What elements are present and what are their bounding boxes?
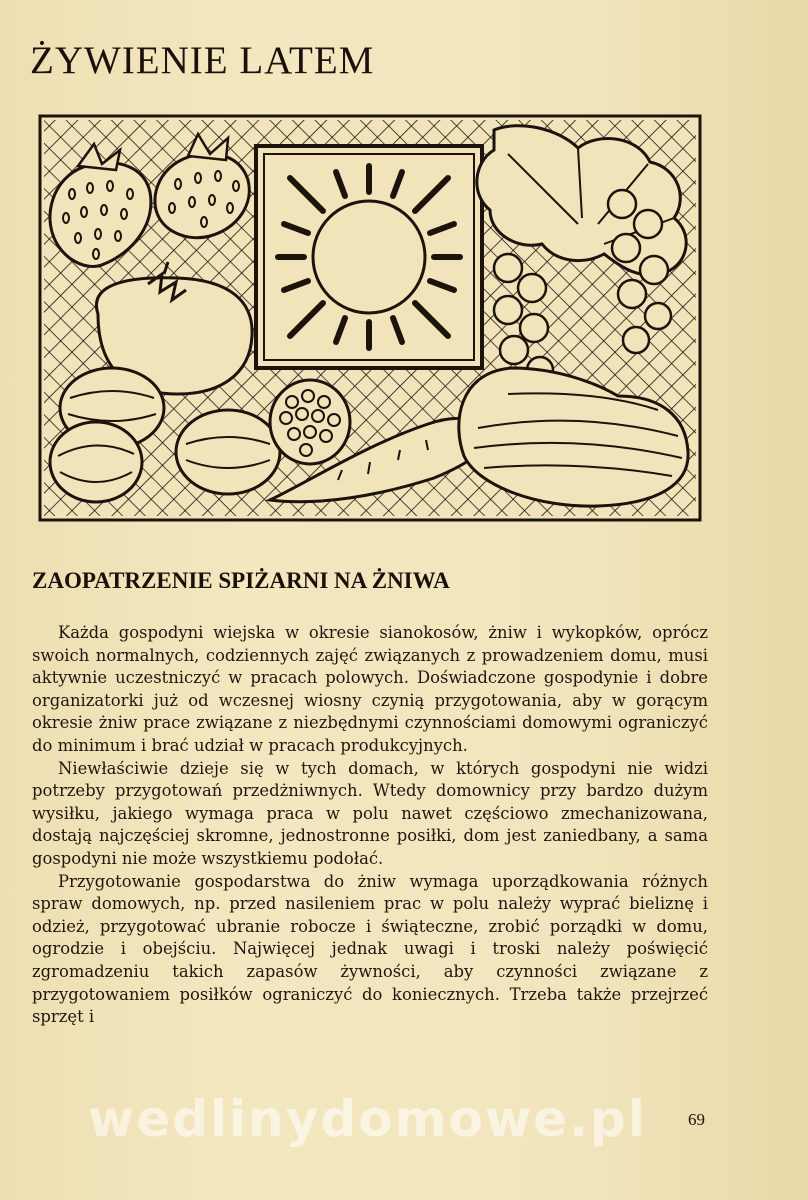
page-number: 69 bbox=[688, 1110, 705, 1129]
section-title: ZAOPATRZENIE SPIŻARNI NA ŻNIWA bbox=[32, 568, 450, 593]
chapter-title: ŻYWIENIE LATEM bbox=[30, 39, 375, 82]
raspberry-icon bbox=[270, 380, 350, 464]
paragraph: Niewłaściwie dzieje się w tych domach, w których gospodyni nie widzi potrzeby przygotowań przedżniwnych. Wtedy domownicy przy bardzo dużym wysiłku, jakiego wymaga praca w polu nawet częściowo zmechanizowana, dostają najczęściej skromne, jednostronne posiłki, dom jest zaniedbany, a sama gospodyni nie może wszystkiemu podołać. bbox=[32, 758, 708, 868]
sun-icon bbox=[256, 146, 482, 368]
summer-produce-illustration bbox=[38, 114, 702, 522]
watermark: wedlinydomowe.pl bbox=[88, 1090, 647, 1148]
paragraph: Każda gospodyni wiejska w okresie sianokosów, żniw i wykopków, oprócz swoich normalnych, codziennych zajęć związanych z prowadzeniem domu, musi aktywnie uczestniczyć w pracach polowych. Doświadczone gospodynie i dobre organizatorki już od wczesnej wiosny czynią przygotowania, aby w gorącym okresie żniw prace związane z niezbędnymi czynnościami domowymi ograniczyć do minimum i brać udział w pracach produkcyjnych. bbox=[32, 623, 708, 755]
paragraph: Przygotowanie gospodarstwa do żniw wymaga uporządkowania różnych spraw domowych, np. przed nasileniem prac w polu należy wyprać bieliznę i odzież, przygotować ubranie robocze i świąteczne, zrobić porządki w domu, ogrodzie i obejściu. Najwięcej jednak uwagi i troski należy poświęcić zgromadzeniu takich zapasów żywności, aby czynności związane z przygotowaniem posiłków ograniczyć do koniecznych. Trzeba także przejrzeć sprzęt i bbox=[32, 871, 708, 1027]
body-text bbox=[32, 622, 708, 1029]
